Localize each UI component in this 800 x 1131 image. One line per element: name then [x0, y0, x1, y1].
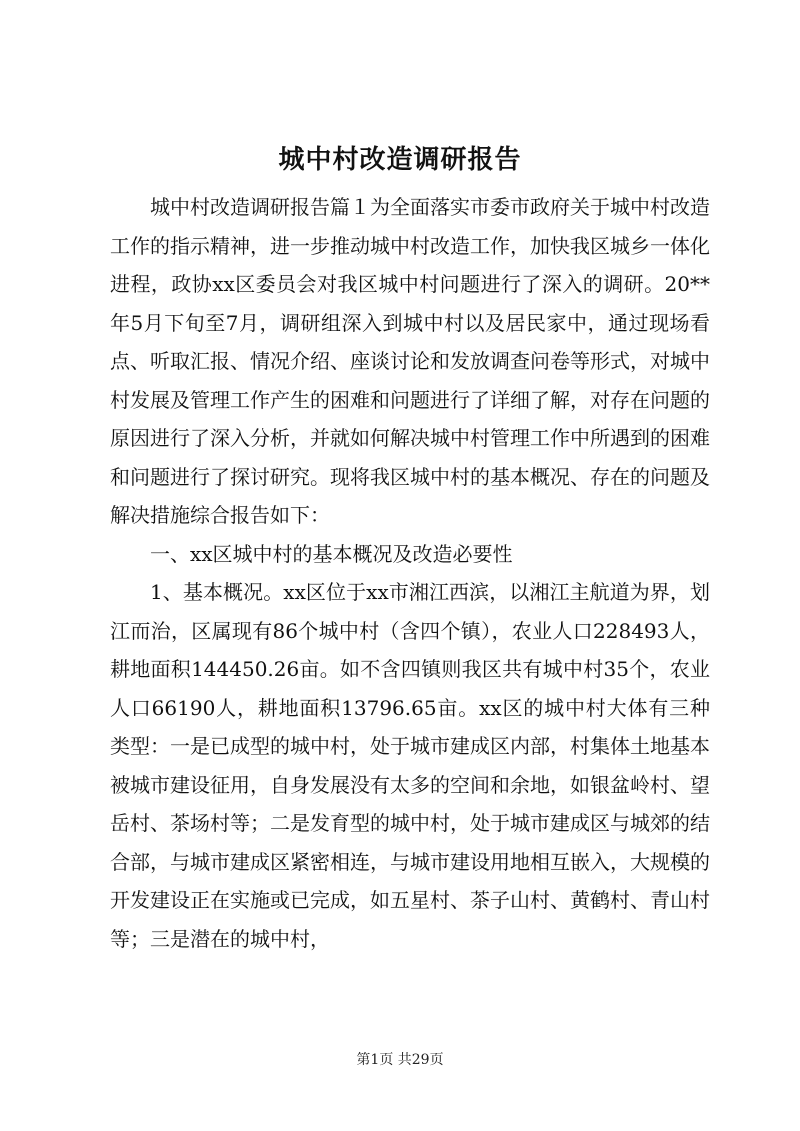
document-title: 城中村改造调研报告 — [278, 145, 522, 175]
section-heading-1: 一、xx区城中村的基本概况及改造必要性 — [150, 541, 513, 566]
paragraph-basic-overview: 1、基本概况。xx区位于xx市湘江西滨，以湘江主航道为界，划江而治，区属现有86个城中村（含四个镇），农业人口228493人，耕地面积144450.26亩。如不含四镇则我区共有城中村35个，农业人口66190人，耕地面积13796.65亩。xx区的城中村大体有三种类型：一是已成型的城中村，处于城市建成区内部，村集体土地基本被城市建设征用，自身发展没有太多的空间和余地，如银盆岭村、望岳村、茶场村等；二是发育型的城中村，处于城市建成区与城郊的结合部，与城市建成区紧密相连，与城市建设用地相互嵌入，大规模的开发建设正在实施或已完成，如五星村、茶子山村、黄鹤村、青山村等；三是潜在的城中村， — [110, 580, 710, 951]
paragraph-intro: 城中村改造调研报告篇１为全面落实市委市政府关于城中村改造工作的指示精神，进一步推动城中村改造工作，加快我区城乡一体化进程，政协xx区委员会对我区城中村问题进行了深入的调研。20**年5月下旬至7月，调研组深入到城中村以及居民家中，通过现场看点、听取汇报、情况介绍、座谈讨论和发放调查问卷等形式，对城中村发展及管理工作产生的困难和问题进行了详细了解，对存在问题的原因进行了深入分析，并就如何解决城中村管理工作中所遇到的困难和问题进行了探讨研究。现将我区城中村的基本概况、存在的问题及解决措施综合报告如下： — [110, 195, 710, 527]
document-body — [110, 188, 710, 958]
page-number-footer: 第1页 共29页 — [356, 1052, 444, 1068]
